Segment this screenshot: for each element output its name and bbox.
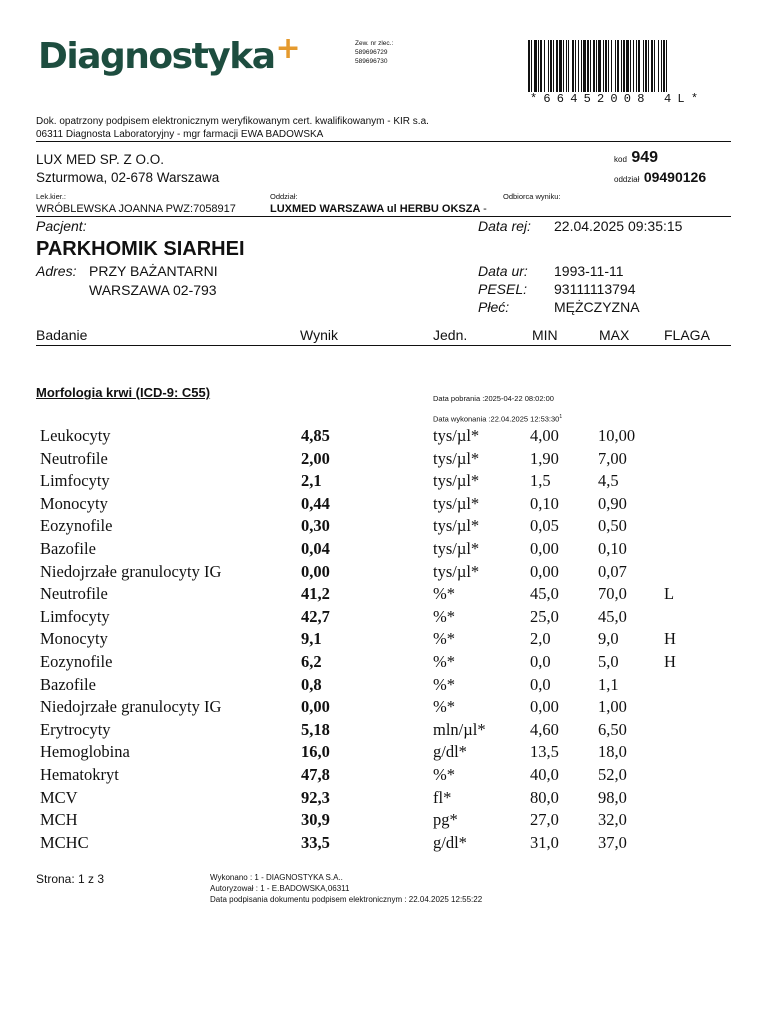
result-value: 41,2 (301, 584, 330, 604)
table-row (40, 426, 740, 449)
column-flag: FLAGA (664, 327, 710, 343)
range-min: 0,0 (530, 674, 551, 694)
result-value: 2,00 (301, 448, 330, 468)
result-value: 2,1 (301, 471, 322, 491)
collection-date: Data pobrania :2025-04-22 08:02:00 (433, 394, 554, 403)
table-row (40, 810, 740, 833)
column-min: MIN (532, 327, 558, 343)
table-row (40, 449, 740, 472)
barcode-bar (666, 40, 667, 92)
table-row (40, 629, 740, 652)
barcode-text: *66452008 4L* (530, 92, 705, 106)
barcode-bar (598, 40, 601, 92)
divider (36, 141, 731, 142)
diagnostyka-logo (38, 31, 300, 77)
result-unit: %* (433, 606, 455, 626)
barcode-bar (603, 40, 604, 92)
test-name: MCV (40, 787, 78, 807)
range-min: 27,0 (530, 810, 559, 830)
range-max: 0,90 (598, 493, 627, 513)
kod-value: 949 (631, 149, 659, 166)
client-department (614, 169, 706, 187)
range-min: 0,00 (530, 561, 559, 581)
range-max: 9,0 (598, 629, 619, 649)
table-row (40, 675, 740, 698)
range-min: 25,0 (530, 606, 559, 626)
result-unit: %* (433, 697, 455, 717)
result-unit: g/dl* (433, 742, 467, 762)
sex-label: Płeć: (478, 299, 510, 315)
column-max: MAX (599, 327, 630, 343)
ward-value (270, 203, 487, 215)
barcode-bar (534, 40, 537, 92)
result-value: 6,2 (301, 651, 322, 671)
range-max: 0,10 (598, 538, 627, 558)
execution-date (433, 414, 562, 424)
barcode-bar (587, 40, 589, 92)
range-max: 98,0 (598, 787, 627, 807)
result-unit: tys/µl* (433, 538, 480, 558)
table-row (40, 516, 740, 539)
barcode-bar (559, 40, 562, 92)
barcode-bar (531, 40, 532, 92)
result-value: 16,0 (301, 742, 330, 762)
table-row (40, 471, 740, 494)
barcode-bar (636, 40, 637, 92)
table-row (40, 765, 740, 788)
birth-value: 1993-11-11 (554, 263, 624, 279)
test-name: Limfocyty (40, 471, 110, 491)
divider (36, 216, 731, 217)
kod-label: kod (614, 155, 627, 164)
table-row (40, 720, 740, 743)
barcode-bar (556, 40, 558, 92)
range-min: 1,5 (530, 471, 551, 491)
column-result: Wynik (300, 327, 338, 343)
range-max: 37,0 (598, 832, 627, 852)
result-unit: %* (433, 674, 455, 694)
results-table (40, 426, 740, 855)
barcode-bar (651, 40, 653, 92)
result-value: 0,00 (301, 697, 330, 717)
barcode-bar (633, 40, 634, 92)
divider (36, 345, 731, 346)
range-min: 80,0 (530, 787, 559, 807)
ward-suffix: - (483, 203, 487, 215)
sex-value: MĘŻCZYZNA (554, 299, 640, 315)
result-value: 0,04 (301, 538, 330, 558)
result-unit: fl* (433, 787, 452, 807)
doctor-label: Lek.kier.: (36, 192, 67, 201)
test-name: Monocyty (40, 493, 108, 513)
patient-name: PARKHOMIK SIARHEI (36, 238, 245, 260)
barcode-bar (615, 40, 616, 92)
barcode-bar (575, 40, 576, 92)
range-max: 6,50 (598, 719, 627, 739)
result-flag: L (664, 584, 675, 604)
table-row (40, 607, 740, 630)
range-min: 0,00 (530, 538, 559, 558)
barcode-bar (590, 40, 591, 92)
barcode-bar (581, 40, 582, 92)
test-name: Neutrofile (40, 584, 108, 604)
range-max: 45,0 (598, 606, 627, 626)
table-row (40, 494, 740, 517)
birth-label: Data ur: (478, 263, 528, 279)
oddzial-value: 09490126 (643, 169, 707, 185)
result-unit: %* (433, 584, 455, 604)
barcode-bar (568, 40, 569, 92)
result-unit: tys/µl* (433, 493, 480, 513)
result-unit: mln/µl* (433, 719, 486, 739)
barcode-bar (626, 40, 629, 92)
result-unit: tys/µl* (433, 516, 480, 536)
pesel-value: 93111113794 (554, 281, 636, 297)
range-max: 70,0 (598, 584, 627, 604)
page-number: Strona: 1 z 3 (36, 872, 105, 886)
range-max: 18,0 (598, 742, 627, 762)
barcode-bar (608, 40, 609, 92)
barcode-bar (593, 40, 595, 92)
range-max: 5,0 (598, 651, 619, 671)
barcode-bar (621, 40, 622, 92)
client-name: LUX MED SP. Z O.O. (36, 152, 165, 167)
range-min: 0,10 (530, 493, 559, 513)
range-min: 13,5 (530, 742, 559, 762)
range-max: 0,50 (598, 516, 627, 536)
result-value: 5,18 (301, 719, 330, 739)
section-title: Morfologia krwi (ICD-9: C55) (36, 385, 211, 400)
result-unit: pg* (433, 810, 458, 830)
barcode-bar (643, 40, 644, 92)
result-unit: g/dl* (433, 832, 467, 852)
execution-date-text: Data wykonania :22.04.2025 12:53:30 (433, 414, 560, 424)
result-value: 0,00 (301, 561, 330, 581)
footer-info (210, 872, 482, 905)
address-label: Adres: (36, 263, 77, 279)
execution-mark: 1 (559, 414, 563, 420)
reg-date-value: 22.04.2025 09:35:15 (554, 218, 683, 234)
result-unit: %* (433, 764, 455, 784)
range-max: 32,0 (598, 810, 627, 830)
table-row (40, 742, 740, 765)
test-name: Erytrocyty (40, 719, 111, 739)
column-test: Badanie (36, 327, 88, 343)
test-name: Neutrofile (40, 448, 108, 468)
signed-date: Data podpisania dokumentu podpisem elektronicznym : 22.04.2025 12:55:22 (210, 895, 483, 904)
result-value: 30,9 (301, 810, 330, 830)
barcode-icon (528, 40, 742, 92)
barcode-bar (658, 40, 659, 92)
barcode-bar (572, 40, 574, 92)
order-numbers (355, 39, 393, 66)
table-row (40, 562, 740, 585)
range-max: 52,0 (598, 764, 627, 784)
barcode-bar (605, 40, 607, 92)
authorized-by: Autoryzował : 1 - E.BADOWSKA,06311 (210, 884, 350, 893)
test-name: Hemoglobina (40, 742, 130, 762)
table-row (40, 788, 740, 811)
oddzial-label: oddział (614, 175, 640, 184)
barcode-bar (540, 40, 542, 92)
pesel-label: PESEL: (478, 281, 528, 297)
test-name: Monocyty (40, 629, 108, 649)
result-value: 92,3 (301, 787, 330, 807)
range-max: 0,07 (598, 561, 627, 581)
address-line-1: PRZY BAŻANTARNI (89, 263, 218, 279)
test-name: Bazofile (40, 674, 96, 694)
range-min: 4,60 (530, 719, 559, 739)
client-address: Szturmowa, 02-678 Warszawa (36, 170, 220, 185)
result-value: 42,7 (301, 606, 330, 626)
result-unit: %* (433, 629, 455, 649)
barcode-bar (663, 40, 665, 92)
range-max: 1,1 (598, 674, 619, 694)
barcode-bar (578, 40, 579, 92)
recipient-label: Odbiorca wyniku: (503, 192, 561, 201)
order-number: 589696730 (355, 58, 388, 65)
ward-name: LUXMED WARSZAWA ul HERBU OKSZA (270, 203, 481, 215)
test-name: Eozynofile (40, 651, 113, 671)
test-name: Eozynofile (40, 516, 113, 536)
performed-by: Wykonano : 1 - DIAGNOSTYKA S.A.. (210, 873, 343, 882)
signature-line-1: Dok. opatrzony podpisem elektronicznym weryfikowanym cert. kwalifikowanym - KIR s.a. (36, 116, 429, 127)
range-max: 4,5 (598, 471, 619, 491)
result-value: 0,8 (301, 674, 322, 694)
test-name: Hematokryt (40, 764, 119, 784)
client-code (614, 149, 658, 167)
barcode-bar (661, 40, 662, 92)
barcode-bar (654, 40, 655, 92)
barcode-bar (566, 40, 567, 92)
order-number: 589696729 (355, 49, 388, 56)
barcode-bar (617, 40, 619, 92)
patient-label: Pacjent: (36, 218, 87, 234)
result-unit: %* (433, 651, 455, 671)
test-name: Leukocyty (40, 426, 111, 445)
barcode-bar (645, 40, 647, 92)
result-unit: tys/µl* (433, 426, 480, 445)
barcode-bar (623, 40, 625, 92)
barcode-bar (611, 40, 612, 92)
range-min: 4,00 (530, 426, 559, 445)
result-flag: H (664, 629, 676, 649)
barcode-bar (548, 40, 549, 92)
result-value: 9,1 (301, 629, 322, 649)
range-max: 7,00 (598, 448, 627, 468)
range-min: 40,0 (530, 764, 559, 784)
barcode-bar (638, 40, 640, 92)
result-value: 0,44 (301, 493, 330, 513)
ward-label: Oddział: (270, 192, 298, 201)
reg-date-label: Data rej: (478, 218, 531, 234)
barcode-bar (528, 40, 530, 92)
signature-line-2: 06311 Diagnosta Laboratoryjny - mgr farmacji EWA BADOWSKA (36, 129, 324, 140)
range-min: 0,00 (530, 697, 559, 717)
test-name: Limfocyty (40, 606, 110, 626)
logo-plus-icon: + (275, 31, 300, 66)
result-value: 4,85 (301, 426, 330, 445)
range-min: 1,90 (530, 448, 559, 468)
range-min: 0,0 (530, 651, 551, 671)
signature-info (36, 115, 429, 141)
table-row (40, 833, 740, 856)
column-unit: Jedn. (433, 327, 468, 343)
result-unit: tys/µl* (433, 471, 480, 491)
table-row (40, 697, 740, 720)
table-row (40, 652, 740, 675)
test-name: Bazofile (40, 538, 96, 558)
barcode-bar (553, 40, 554, 92)
barcode-bar (544, 40, 545, 92)
range-min: 0,05 (530, 516, 559, 536)
test-name: Niedojrzałe granulocyty IG (40, 561, 222, 581)
result-value: 0,30 (301, 516, 330, 536)
range-min: 31,0 (530, 832, 559, 852)
doctor-value: WRÓBLEWSKA JOANNA PWZ:7058917 (36, 203, 236, 215)
order-label: Zew. nr zlec.: (355, 40, 394, 47)
range-max: 1,00 (598, 697, 627, 717)
address-line-2: WARSZAWA 02-793 (89, 282, 217, 298)
result-value: 33,5 (301, 832, 330, 852)
test-name: MCHC (40, 832, 89, 852)
test-name: Niedojrzałe granulocyty IG (40, 697, 222, 717)
barcode-bar (538, 40, 539, 92)
table-row (40, 584, 740, 607)
result-unit: tys/µl* (433, 561, 480, 581)
table-row (40, 539, 740, 562)
barcode-bar (630, 40, 631, 92)
barcode-bar (550, 40, 552, 92)
result-value: 47,8 (301, 764, 330, 784)
barcode-bar (596, 40, 597, 92)
result-flag: H (664, 651, 676, 671)
range-min: 2,0 (530, 629, 551, 649)
test-name: MCH (40, 810, 78, 830)
result-unit: tys/µl* (433, 448, 480, 468)
barcode-bar (648, 40, 649, 92)
barcode-bar (583, 40, 586, 92)
barcode-bar (563, 40, 564, 92)
logo-text: Diagnostyka (38, 36, 275, 77)
range-min: 45,0 (530, 584, 559, 604)
range-max: 10,00 (598, 426, 636, 445)
